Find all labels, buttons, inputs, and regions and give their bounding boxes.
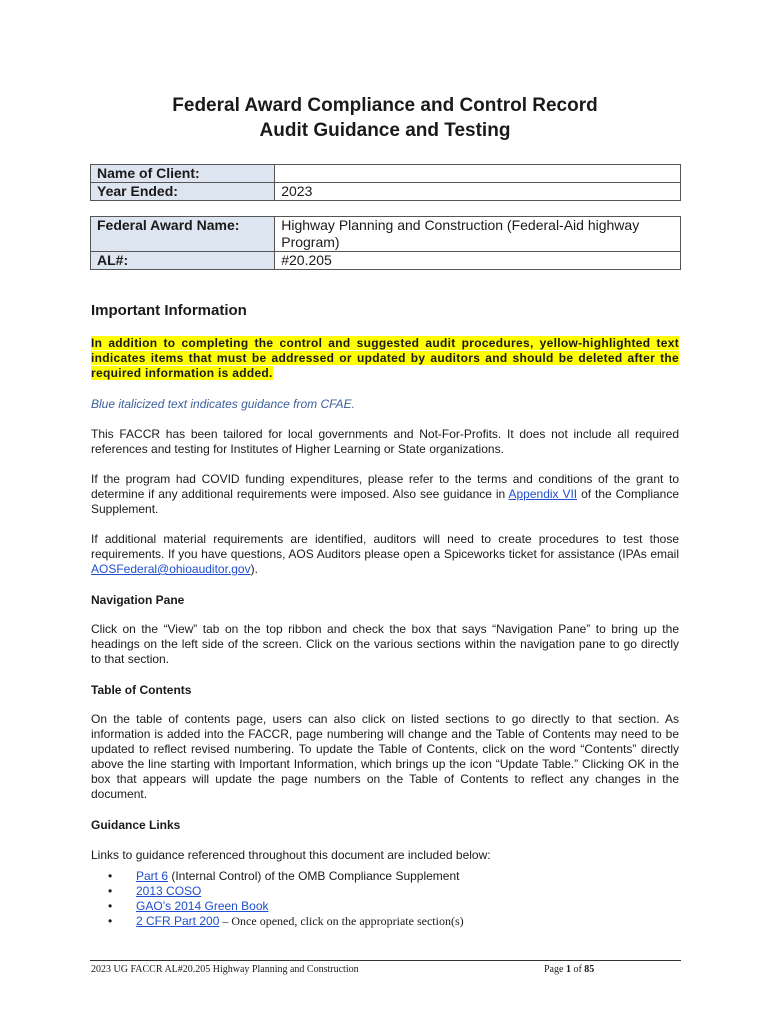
year-ended-label: Year Ended:	[91, 183, 275, 201]
title-line-2: Audit Guidance and Testing	[259, 120, 511, 141]
highlighted-instruction-text: In addition to completing the control and suggested audit procedures, yellow-highlighted text indicates items that must be addressed or updated by auditors and should be deleted after the required information is added.	[91, 336, 679, 380]
al-number-value[interactable]: #20.205	[275, 252, 681, 270]
bullet-icon: •	[108, 884, 113, 898]
bullet-icon: •	[108, 869, 113, 883]
bullet-icon: •	[108, 914, 113, 928]
client-name-label: Name of Client:	[91, 165, 275, 183]
table-row	[91, 217, 681, 252]
navigation-pane-heading: Navigation Pane	[91, 593, 185, 607]
table-row	[91, 252, 681, 270]
table-row	[91, 165, 681, 183]
bullet-icon: •	[108, 899, 113, 913]
table-row	[91, 183, 681, 201]
guidance-links-heading: Guidance Links	[91, 818, 181, 832]
appendix-vii-link[interactable]: Appendix VII	[508, 487, 578, 501]
material-requirements-paragraph: If additional material requirements are identified, auditors will need to create procedures to test those requirements. If you have questions, AOS Auditors please open a Spiceworks ticket for assistance (IPAs email AOSFederal@ohioauditor.gov).	[91, 532, 679, 576]
blue-guidance-note: Blue italicized text indicates guidance from CFAE.	[91, 397, 355, 411]
list-item: • 2 CFR Part 200 – Once opened, click on the appropriate section(s)	[108, 914, 464, 928]
list-item: • Part 6 (Internal Control) of the OMB Compliance Supplement	[108, 869, 460, 883]
aos-federal-email-link[interactable]: AOSFederal@ohioauditor.gov	[91, 562, 251, 576]
cfr-part-200-link[interactable]: 2 CFR Part 200	[136, 914, 220, 928]
federal-award-name-label: Federal Award Name:	[91, 217, 275, 252]
tailored-paragraph: This FACCR has been tailored for local governments and Not-For-Profits. It does not include all required references and testing for Institutes of Higher Learning or State organizations.	[91, 427, 679, 456]
footer-divider	[90, 960, 681, 961]
guidance-links-list	[91, 869, 464, 929]
document-title	[0, 93, 770, 143]
footer-page-number: Page 1 of 85	[544, 964, 595, 975]
gao-green-book-link[interactable]: GAO’s 2014 Green Book	[136, 899, 269, 913]
title-line-1: Federal Award Compliance and Control Record	[172, 95, 598, 116]
coso-2013-link[interactable]: 2013 COSO	[136, 884, 202, 898]
award-info-table	[90, 216, 681, 270]
list-item	[108, 899, 464, 914]
navigation-pane-paragraph: Click on the “View” tab on the top ribbon and check the box that says “Navigation Pane” to bring up the headings on the left side of the screen. Click on the various sections within the navigation pane to go directly to that section.	[91, 622, 679, 666]
table-of-contents-heading: Table of Contents	[91, 683, 192, 697]
table-of-contents-paragraph: On the table of contents page, users can also click on listed sections to go directly to that section. As information is added into the FACCR, page numbering will change and the Table of Contents may need to be updated to reflect revised numbering. To update the Table of Contents, click on the word “Contents” directly above the line starting with Important Information, which brings up the icon “Update Table.” Clicking OK in the box that appears will update the page numbers on the Table of Contents to reflect any changes in the document.	[91, 712, 679, 801]
highlight-paragraph	[91, 336, 679, 381]
client-info-table	[90, 164, 681, 201]
guidance-links-intro: Links to guidance referenced throughout this document are included below:	[91, 848, 491, 862]
federal-award-name-value[interactable]: Highway Planning and Construction (Federal-Aid highway Program)	[275, 217, 681, 252]
list-item	[108, 884, 464, 899]
footer-document-title: 2023 UG FACCR AL#20.205 Highway Planning and Construction	[91, 964, 359, 975]
covid-paragraph: If the program had COVID funding expenditures, please refer to the terms and conditions of the grant to determine if any additional requirements were imposed. Also see guidance in Appendix VII of the Compliance Supplement.	[91, 472, 680, 516]
year-ended-value[interactable]: 2023	[275, 183, 681, 201]
part-6-link[interactable]: Part 6	[136, 869, 169, 883]
client-name-value[interactable]	[275, 165, 681, 183]
al-number-label: AL#:	[91, 252, 275, 270]
important-information-heading: Important Information	[91, 302, 247, 319]
